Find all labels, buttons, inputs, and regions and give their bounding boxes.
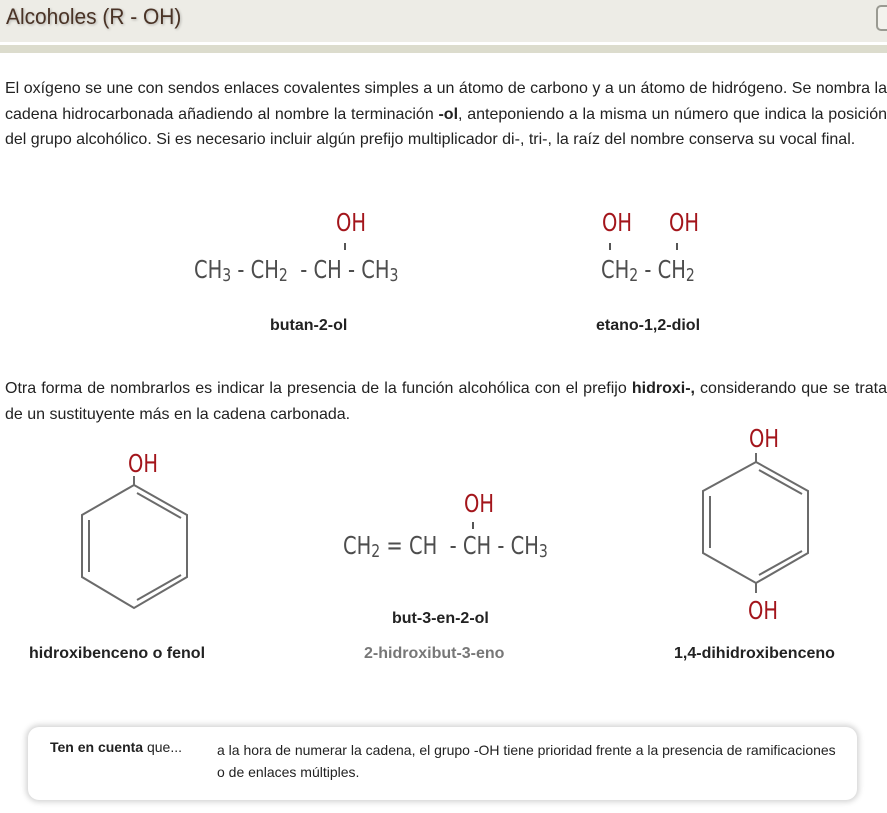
formula-butan-2-ol: $CH_3 - CH_2$ - CH - $CH_3$ — [194, 255, 399, 286]
note-label: Ten en cuenta que... — [50, 739, 183, 755]
compound-name: hidroxibenceno o fenol — [29, 645, 206, 662]
compound-name: 1,4-dihidroxibenceno — [674, 645, 835, 662]
oh-group: OH — [602, 208, 633, 237]
formula-but-3-en-2-ol: $CH_2$ = CH - CH - $CH_3$ — [343, 531, 548, 562]
oh-group: OH — [336, 208, 367, 237]
hydroquinone-ring-icon — [703, 453, 808, 593]
oh-group-top: OH — [749, 424, 780, 453]
compound-name: etano-1,2-diol — [596, 317, 701, 334]
phenol-ring-icon — [82, 476, 187, 608]
bond-line — [472, 522, 474, 529]
second-text-2: considerando que se trata de un sustituyente más en la cadena carbonada. — [5, 380, 887, 423]
oh-group: OH — [464, 489, 495, 518]
note-box — [28, 727, 857, 800]
intro-bold-suffix: -ol — [438, 105, 459, 123]
compound-alt-name: 2-hidroxibut-3-eno — [364, 645, 505, 662]
second-text-1: Otra forma de nombrarlos es indicar la presencia de la función alcohólica con el prefijo — [5, 380, 632, 397]
formula-etano-1-2-diol: $CH_2 - CH_2$ — [601, 255, 695, 286]
intro-text-1: El oxígeno se une con sendos enlaces covalentes simples a un átomo de carbono y a un átomo de hidrógeno. Se nombra la cadena hidrocarbonada añadiendo al nombre la terminación — [5, 80, 887, 123]
second-bold-prefix: hidroxi-, — [631, 380, 695, 397]
note-text: a la hora de numerar la cadena, el grupo -OH tiene prioridad frente a la presencia de ramificaciones o de enlaces múltiples. — [217, 742, 836, 780]
compound-name: but-3-en-2-ol — [392, 610, 489, 627]
oh-group: OH — [128, 449, 159, 478]
intro-text-2: , anteponiendo a la misma un número que indica la posición del grupo alcohólico. Si es necesario incluir algún prefijo multiplicador di-, tri-, la raíz del nombre conserva su vocal final. — [5, 105, 887, 148]
section-title: Alcoholes (R - OH) — [6, 4, 182, 29]
oh-group-bottom: OH — [748, 596, 779, 625]
compound-name: butan-2-ol — [270, 317, 348, 334]
oh-group: OH — [669, 208, 700, 237]
